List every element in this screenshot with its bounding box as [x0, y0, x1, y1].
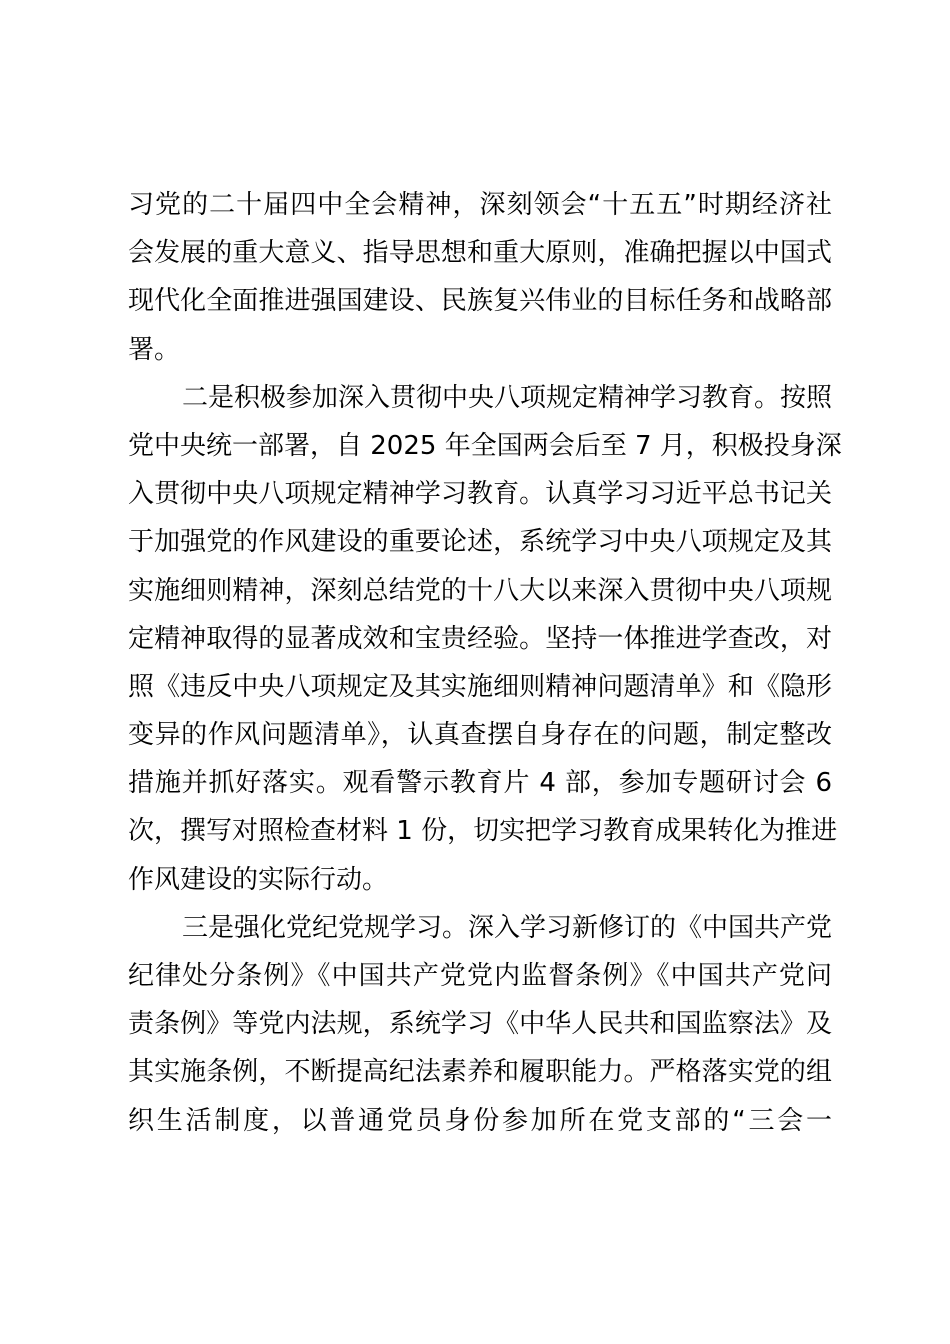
- text-line: 实施细则精神，深刻总结党的十八大以来深入贯彻中央八项规: [128, 575, 832, 606]
- paragraph-two: [128, 374, 842, 904]
- text-line: 署。: [128, 334, 181, 365]
- text-line: 照《违反中央八项规定及其实施细则精神问题清单》和《隐形: [128, 671, 832, 702]
- text-line: 次，撰写对照检查材料 1 份，切实把学习教育成果转化为推进: [128, 816, 838, 847]
- text-line: 变异的作风问题清单》，认真查摆自身存在的问题，制定整改: [128, 720, 832, 751]
- paragraph-three: [128, 904, 832, 1145]
- text-line: 织生活制度，以普通党员身份参加所在党支部的“三会一: [128, 1105, 832, 1136]
- text-line: 习党的二十届四中全会精神，深刻领会“十五五”时期经济社: [128, 190, 832, 220]
- text-line: 于加强党的作风建设的重要论述，系统学习中央八项规定及其: [128, 527, 832, 558]
- text-line: 其实施条例，不断提高纪法素养和履职能力。严格落实党的组: [128, 1057, 832, 1088]
- text-line: 党中央统一部署，自 2025 年全国两会后至 7 月，积极投身深: [128, 430, 842, 461]
- text-line: 会发展的重大意义、指导思想和重大原则，准确把握以中国式: [128, 238, 832, 269]
- text-line: 二是积极参加深入贯彻中央八项规定精神学习教育。按照: [182, 382, 833, 413]
- text-line: 措施并抓好落实。观看警示教育片 4 部，参加专题研讨会 6: [128, 768, 832, 799]
- text-line: 三是强化党纪党规学习。深入学习新修订的《中国共产党: [182, 912, 833, 943]
- document-body: [128, 181, 842, 1145]
- paragraph-continued: [128, 181, 832, 374]
- text-line: 纪律处分条例》《中国共产党党内监督条例》《中国共产党问: [128, 961, 832, 991]
- text-line: 责条例》等党内法规，系统学习《中华人民共和国监察法》及: [128, 1009, 832, 1040]
- text-line: 现代化全面推进强国建设、民族复兴伟业的目标任务和战略部: [128, 286, 832, 317]
- text-line: 入贯彻中央八项规定精神学习教育。认真学习习近平总书记关: [128, 479, 832, 510]
- text-line: 定精神取得的显著成效和宝贵经验。坚持一体推进学查改，对: [128, 623, 832, 654]
- text-line: 作风建设的实际行动。: [128, 864, 389, 895]
